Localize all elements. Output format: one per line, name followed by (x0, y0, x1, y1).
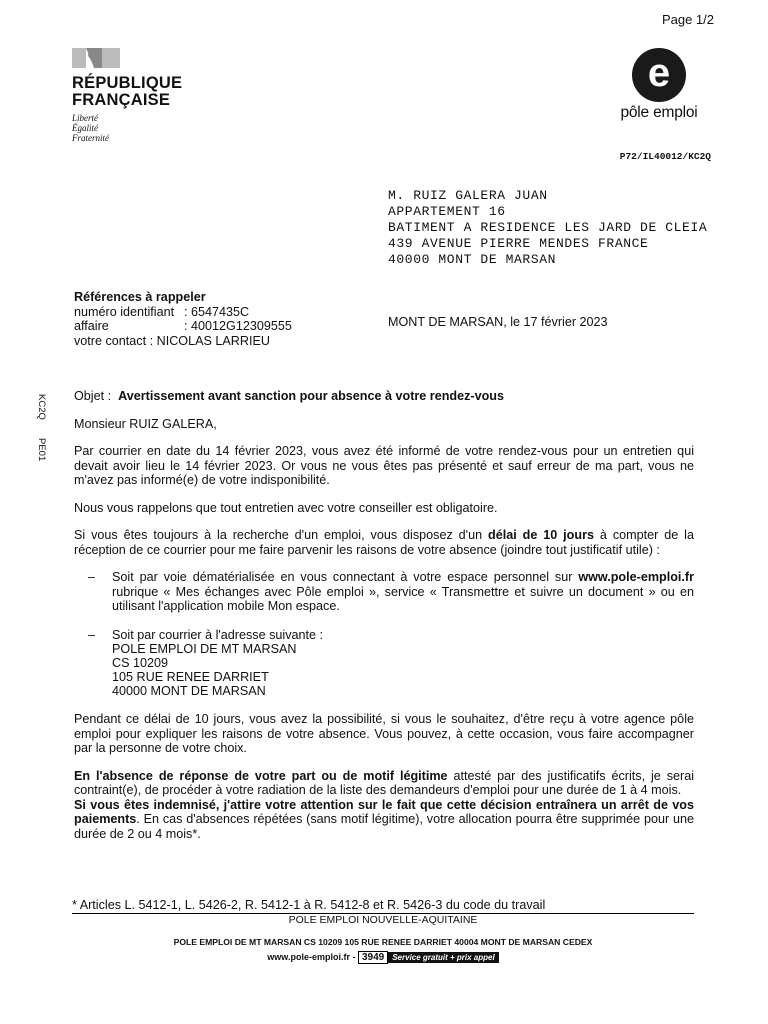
subject-label: Objet : (74, 389, 112, 403)
list-item-mail (74, 628, 694, 699)
marianne-icon (72, 48, 120, 68)
mail-option-intro: Soit par courrier à l'adresse suivante : (112, 627, 324, 642)
letter-body (74, 389, 694, 854)
list-dash-icon: – (88, 570, 96, 584)
rf-motto-fraternite: Fraternité (72, 133, 109, 143)
response-options-list (74, 570, 694, 698)
recipient-line: M. RUIZ GALERA JUAN (388, 188, 548, 203)
references-title: Références à rappeler (74, 290, 206, 304)
document-code: P72/IL40012/KC2Q (619, 151, 711, 162)
references-block (74, 290, 292, 348)
footer-phone-number: 3949 (358, 951, 388, 964)
recipient-line: APPARTEMENT 16 (388, 204, 506, 219)
side-code-pe01: PE01 (36, 438, 47, 462)
page-number: Page 1/2 (661, 12, 714, 27)
footnote: * Articles L. 5412-1, L. 5426-2, R. 5412-1 à R. 5412-8 et R. 5426-3 du code du travail (72, 898, 546, 912)
footer-region: POLE EMPLOI NOUVELLE-AQUITAINE (288, 914, 478, 926)
salutation: Monsieur RUIZ GALERA, (74, 416, 217, 431)
pole-emploi-glyph: e (647, 51, 671, 95)
online-option-text: Soit par voie dématérialisée en vous connectant à votre espace personnel sur (112, 570, 579, 584)
paragraph-appointment: Pendant ce délai de 10 jours, vous avez la possibilité, si vous le souhaitez, d'être reçu à votre agence pôle emploi pour expliquer les raisons de votre absence. Vous pouvez, à cette occasion, vous faire accompagner par la personne de votre choix. (74, 712, 694, 755)
reference-case-row (74, 319, 292, 334)
footer-website-link[interactable]: www.pole-emploi.fr - (267, 951, 356, 962)
footer-contact (72, 951, 694, 964)
pole-emploi-wordmark: pôle emploi (620, 104, 698, 121)
subject-line (74, 389, 694, 404)
reference-id-row (74, 305, 292, 320)
paragraph-delay-text: Si vous êtes toujours à la recherche d'un emploi, vous disposez d'un (74, 528, 489, 542)
recipient-line: 40000 MONT DE MARSAN (388, 252, 557, 267)
paragraph-sanction-text: attesté par des justificatifs écrits, je serai contraint(e), de procéder à votre radiation de la liste des demandeurs d'emploi pour une durée de 1 à 4 mois. (74, 768, 694, 797)
footer-address: POLE EMPLOI DE MT MARSAN CS 10209 105 RUE RENEE DARRIET 40004 MONT DE MARSAN CEDEX (173, 937, 593, 947)
rf-motto-liberte: Liberté (72, 113, 98, 123)
recipient-line: BATIMENT A RESIDENCE LES JARD DE CLEIA (388, 220, 708, 235)
list-item-online (74, 570, 694, 614)
recipient-line: 439 AVENUE PIERRE MENDES FRANCE (388, 236, 649, 251)
paragraph-delay-text: à compter de la réception de ce courrier pour me faire parvenir les raisons de votre absence (joindre tout justificatif utile) : (74, 528, 694, 557)
agency-address-line: 40000 MONT DE MARSAN (112, 684, 266, 698)
sanction-highlight: En l'absence de réponse de votre part ou de motif légitime (74, 768, 448, 783)
pole-emploi-logo (614, 48, 704, 122)
agency-address-line: POLE EMPLOI DE MT MARSAN (112, 642, 297, 656)
payments-highlight: Si vous êtes indemnisé, j'attire votre attention sur le fait que cette décision entraînera un arrêt de vos paiements (74, 797, 694, 826)
republique-francaise-logo (72, 48, 182, 143)
agency-address (112, 642, 694, 698)
reference-case-label: affaire (74, 319, 109, 334)
rf-name-line1: RÉPUBLIQUE (72, 74, 183, 92)
pole-emploi-link[interactable]: www.pole-emploi.fr (578, 570, 694, 584)
paragraph-payments (74, 798, 694, 842)
place-date: MONT DE MARSAN, le 17 février 2023 (388, 315, 608, 329)
recipient-address (388, 188, 707, 268)
delay-highlight: délai de 10 jours (488, 528, 594, 542)
agency-address-line: CS 10209 (112, 656, 169, 670)
side-code-kc2q: KC2Q (36, 394, 47, 420)
reference-id-label: numéro identifiant (74, 304, 175, 319)
pole-emploi-icon (632, 48, 686, 102)
reference-contact: votre contact : NICOLAS LARRIEU (74, 333, 270, 348)
paragraph-sanction (74, 769, 694, 798)
subject-text: Avertissement avant sanction pour absence à votre rendez-vous (118, 389, 504, 403)
online-option-text: rubrique « Mes échanges avec Pôle emploi », service « Transmettre et suivre un document » ou en utilisant l'application mobile Mon espace. (112, 584, 694, 613)
list-dash-icon: – (88, 627, 96, 642)
rf-motto-egalite: Égalité (72, 123, 98, 133)
agency-address-line: 105 RUE RENEE DARRIET (112, 670, 269, 684)
paragraph-convocation: Par courrier en date du 14 février 2023, vous avez été informé de votre rendez-vous pour un entretien qui devait avoir lieu le 14 février 2023. Or vous ne vous êtes pas présenté et sauf erreur de ma part, vous ne m'avez pas informé(e) de votre indisponibilité. (74, 444, 694, 487)
reference-id-value: : 6547435C (184, 304, 250, 319)
footer-service-badge: Service gratuit + prix appel (388, 952, 498, 963)
reference-case-value: : 40012G12309555 (184, 319, 292, 334)
paragraph-payments-text: . En cas d'absences répétées (sans motif légitime), votre allocation pourra être supprimée pour une durée de 2 ou 4 mois*. (74, 812, 694, 841)
paragraph-delay (74, 528, 694, 557)
rf-name-line2: FRANÇAISE (72, 91, 171, 109)
paragraph-obligation: Nous vous rappelons que tout entretien avec votre conseiller est obligatoire. (74, 500, 498, 515)
